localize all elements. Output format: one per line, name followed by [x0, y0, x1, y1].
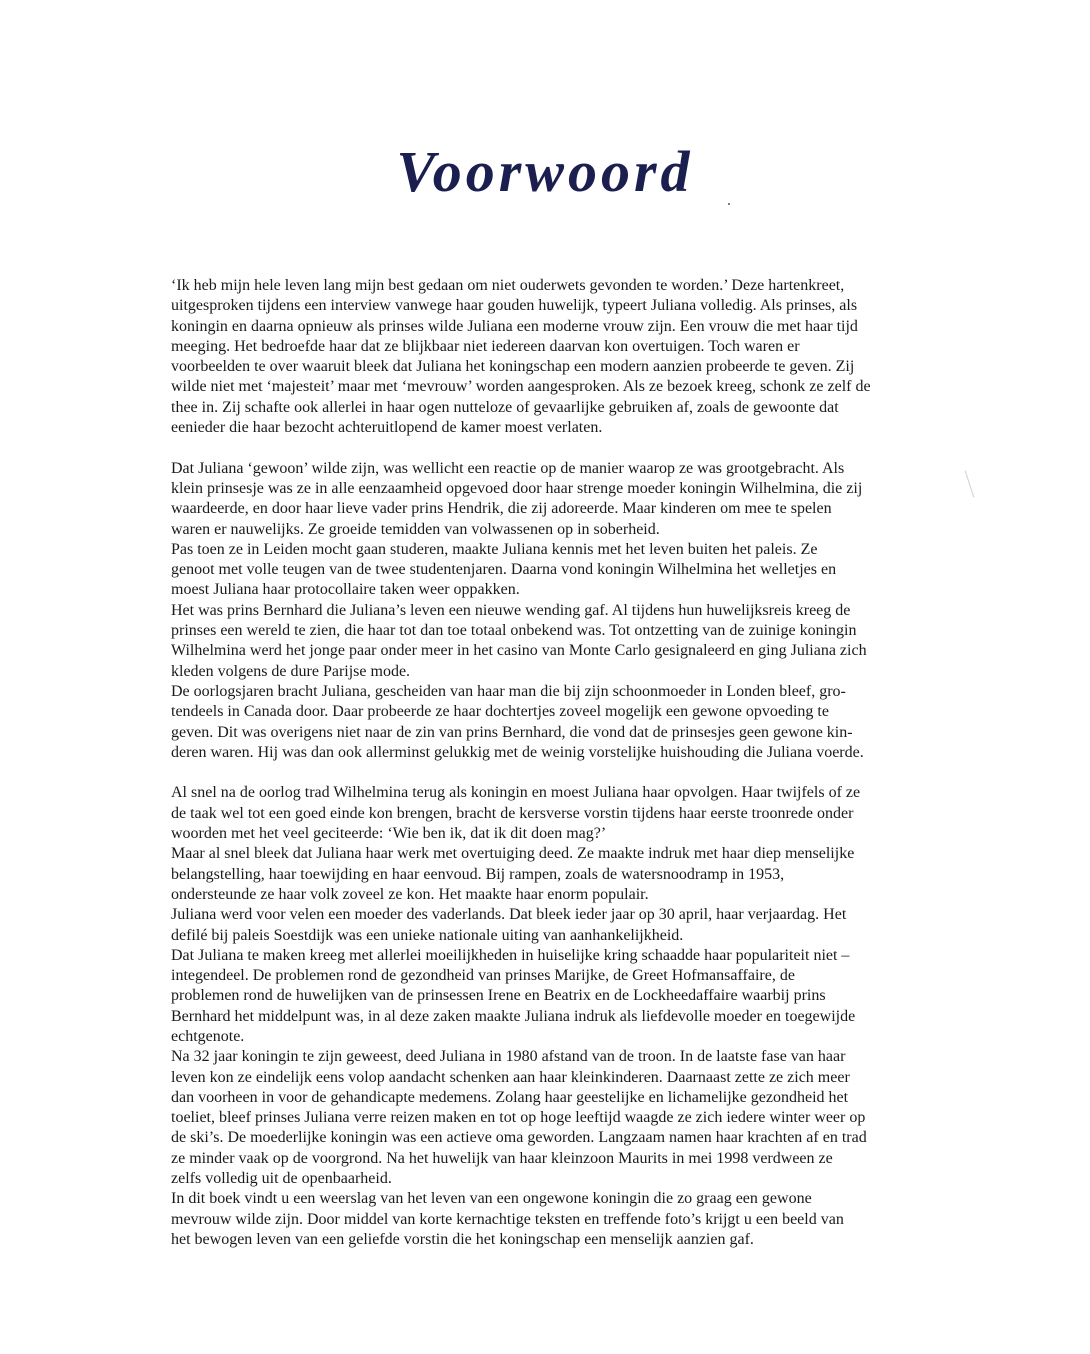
paragraph: [171, 459, 931, 763]
paragraph: [171, 783, 931, 1250]
page-title: Voorwoord: [396, 139, 694, 204]
text-line: eenieder die haar bezocht achteruitlopend de kamer moest verlaten.: [171, 419, 603, 437]
text-line: Maar al snel bleek dat Juliana haar werk met overtuiging deed. Ze maakte indruk met haar diep menselijke: [171, 845, 855, 863]
text-line: Juliana werd voor velen een moeder des vaderlands. Dat bleek ieder jaar op 30 april, haar verjaardag. Het: [171, 906, 847, 924]
text-line: Pas toen ze in Leiden mocht gaan studeren, maakte Juliana kennis met het leven buiten het paleis. Ze: [171, 540, 818, 558]
text-line: kleden volgens de dure Parijse mode.: [171, 662, 411, 680]
text-line: uitgesproken tijdens een interview vanwege haar gouden huwelijk, typeert Juliana volledig. Als prinses, als: [171, 297, 858, 315]
text-line: koningin en daarna opnieuw als prinses wilde Juliana een moderne vrouw zijn. Een vrouw die met haar tijd: [171, 317, 858, 335]
text-line: In dit boek vindt u een weerslag van het leven van een ongewone koningin die zo graag een gewone: [171, 1190, 812, 1208]
text-line: Wilhelmina werd het jonge paar onder meer in het casino van Monte Carlo gesignaleerd en ging Juliana zich: [171, 642, 867, 660]
text-line: geven. Dit was overigens niet naar de zin van prins Bernhard, die vond dat de prinsesjes geen gewone kin-: [171, 723, 853, 741]
text-line: deren waren. Hij was dan ook allerminst gelukkig met de weinig vorstelijke huishouding die Juliana voerde.: [171, 743, 864, 761]
text-line: integendeel. De problemen rond de gezondheid van prinses Marijke, de Greet Hofmansaffaire, de: [171, 967, 795, 985]
body-text: [171, 276, 931, 1271]
text-line: klein prinsesje was ze in alle eenzaamheid opgevoed door haar strenge moeder koningin Wilhelmina, die zij: [171, 479, 863, 497]
text-line: Na 32 jaar koningin te zijn geweest, deed Juliana in 1980 afstand van de troon. In de laatste fase van haar: [171, 1048, 846, 1066]
text-line: Al snel na de oorlog trad Wilhelmina terug als koningin en moest Juliana haar opvolgen. Haar twijfels of ze: [171, 784, 861, 802]
text-line: waren er nauwelijks. Ze groeide temidden van volwassenen op in soberheid.: [171, 520, 660, 538]
text-line: wilde niet met ‘majesteit’ maar met ‘mevrouw’ worden aangesproken. Als ze bezoek kreeg, schonk ze zelf de: [171, 378, 871, 396]
text-line: defilé bij paleis Soestdijk was een unieke nationale uiting van aanhankelijkheid.: [171, 926, 684, 944]
paragraph: [171, 276, 931, 438]
text-line: problemen rond de huwelijken van de prinsessen Irene en Beatrix en de Lockheedaffaire waarbij prins: [171, 987, 826, 1005]
text-line: leven kon ze eindelijk eens volop aandacht schenken aan haar kleinkinderen. Daarnaast zette ze zich meer: [171, 1068, 850, 1086]
text-line: genoot met volle teugen van de twee studentenjaren. Daarna vond koningin Wilhelmina het welletjes en: [171, 561, 837, 579]
text-line: voorbeelden te over waaruit bleek dat Juliana het koningschap een modern aanzien probeerde te geven. Zij: [171, 358, 855, 376]
text-line: ‘Ik heb mijn hele leven lang mijn best gedaan om niet ouderwets gevonden te worden.’ Deze hartenkreet,: [171, 277, 845, 294]
text-line: Dat Juliana te maken kreeg met allerlei moeilijkheden in huiselijke kring schaadde haar populariteit niet –: [171, 946, 850, 964]
text-line: Het was prins Bernhard die Juliana’s leven een nieuwe wending gaf. Al tijdens hun huwelijksreis kreeg de: [171, 601, 851, 619]
text-line: prinses een wereld te zien, die haar tot dan toe totaal onbekend was. Tot ontzetting van de zuinige koningin: [171, 622, 857, 640]
text-line: de taak wel tot een goed einde kon brengen, bracht de kersverse vorstin tijdens haar eerste troonrede onder: [171, 804, 854, 822]
text-line: zelfs volledig uit de openbaarheid.: [171, 1170, 392, 1188]
text-line: de ski’s. De moederlijke koningin was een actieve oma geworden. Langzaam namen haar krachten af en trad: [171, 1129, 867, 1147]
text-line: moest Juliana haar protocollaire taken weer oppakken.: [171, 581, 520, 599]
text-line: meeging. Het bedroefde haar dat ze blijkbaar niet iedereen daarvan kon overtuigen. Toch waren er: [171, 337, 800, 355]
text-line: het bewogen leven van een geliefde vorstin die het koningschap een menselijk aanzien gaf.: [171, 1230, 754, 1248]
scan-mark: [965, 471, 975, 498]
text-line: dan voorheen in voor de gehandicapte medemens. Zolang haar geestelijke en lichamelijke gezondheid het: [171, 1088, 849, 1106]
scan-speck: [728, 203, 730, 205]
text-line: mevrouw wilde zijn. Door middel van korte kernachtige teksten en treffende foto’s krijgt u een beeld van: [171, 1210, 844, 1228]
text-line: tendeels in Canada door. Daar probeerde ze haar dochtertjes zoveel mogelijk een gewone opvoeding te: [171, 703, 829, 721]
text-line: De oorlogsjaren bracht Juliana, gescheiden van haar man die bij zijn schoonmoeder in Londen bleef, gro-: [171, 682, 846, 700]
text-line: toeliet, bleef prinses Juliana verre reizen maken en tot op hoge leeftijd waagde ze zich iedere winter weer op: [171, 1109, 866, 1127]
text-line: Bernhard het middelpunt was, in al deze zaken maakte Juliana indruk als liefdevolle moeder en toegewijde: [171, 1007, 856, 1025]
text-line: waardeerde, en door haar lieve vader prins Hendrik, die zij adoreerde. Maar kinderen om mee te spelen: [171, 500, 832, 518]
text-line: woorden met het veel geciteerde: ‘Wie ben ik, dat ik dit doen mag?’: [171, 825, 607, 843]
text-line: thee in. Zij schafte ook allerlei in haar ogen nutteloze of gevaarlijke gebruiken af, zoals de gewoonte dat: [171, 398, 839, 416]
text-line: Dat Juliana ‘gewoon’ wilde zijn, was wellicht een reactie op de manier waarop ze was grootgebracht. Als: [171, 459, 845, 477]
text-line: ze minder vaak op de voorgrond. Na het huwelijk van haar kleinzoon Maurits in mei 1998 verdween ze: [171, 1149, 833, 1167]
text-line: echtgenote.: [171, 1027, 245, 1045]
text-line: ondersteunde ze haar volk zoveel ze kon. Het maakte haar enorm populair.: [171, 885, 649, 903]
text-line: belangstelling, haar toewijding en haar eenvoud. Bij rampen, zoals de watersnoodramp in 1953,: [171, 865, 785, 883]
